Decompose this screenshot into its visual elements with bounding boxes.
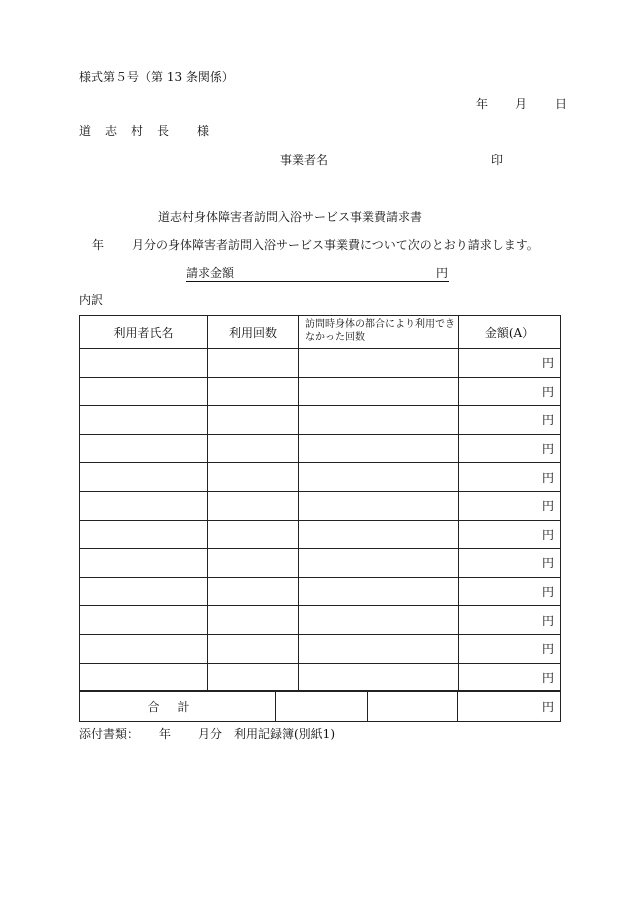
cell-unused-count[interactable] <box>299 406 459 435</box>
cell-amount-unit: 円 <box>459 577 561 606</box>
total-amount-unit: 円 <box>458 691 561 722</box>
cell-unused-count[interactable] <box>299 491 459 520</box>
table-row <box>80 606 561 635</box>
cell-usage-count[interactable] <box>208 663 299 692</box>
cell-amount-unit: 円 <box>459 377 561 406</box>
cell-unused-count[interactable] <box>299 634 459 663</box>
table-row <box>80 463 561 492</box>
cell-usage-count[interactable] <box>208 634 299 663</box>
table-row <box>80 520 561 549</box>
cell-usage-count[interactable] <box>208 606 299 635</box>
breakdown-table <box>79 315 561 692</box>
cell-user-name[interactable] <box>80 349 208 378</box>
table-row <box>80 434 561 463</box>
addressee-name: 道志村長 <box>79 124 184 138</box>
claim-amount-unit: 円 <box>436 266 449 280</box>
cell-usage-count[interactable] <box>208 463 299 492</box>
total-table <box>79 690 561 722</box>
form-number: 様式第５号（第 13 条関係） <box>79 70 234 84</box>
cell-user-name[interactable] <box>80 577 208 606</box>
cell-unused-count[interactable] <box>299 663 459 692</box>
cell-unused-count[interactable] <box>299 577 459 606</box>
attachments-year: 年 <box>159 727 172 741</box>
cell-user-name[interactable] <box>80 434 208 463</box>
total-row <box>80 691 561 722</box>
cell-unused-count[interactable] <box>299 549 459 578</box>
cell-user-name[interactable] <box>80 606 208 635</box>
cell-unused-count[interactable] <box>299 606 459 635</box>
date-month-label: 月 <box>515 97 528 111</box>
cell-usage-count[interactable] <box>208 434 299 463</box>
cell-user-name[interactable] <box>80 634 208 663</box>
cell-amount-unit: 円 <box>459 663 561 692</box>
cell-usage-count[interactable] <box>208 377 299 406</box>
cell-amount-unit: 円 <box>459 349 561 378</box>
cell-user-name[interactable] <box>80 663 208 692</box>
table-header-row <box>80 316 561 349</box>
table-row <box>80 377 561 406</box>
cell-unused-count[interactable] <box>299 463 459 492</box>
cell-usage-count[interactable] <box>208 491 299 520</box>
cell-usage-count[interactable] <box>208 549 299 578</box>
table-row <box>80 349 561 378</box>
cell-usage-count[interactable] <box>208 520 299 549</box>
cell-user-name[interactable] <box>80 406 208 435</box>
cell-user-name[interactable] <box>80 520 208 549</box>
cell-amount-unit: 円 <box>459 520 561 549</box>
table-row <box>80 491 561 520</box>
addressee-honorific: 様 <box>197 124 210 138</box>
total-usage-count[interactable] <box>276 691 368 722</box>
cell-usage-count[interactable] <box>208 406 299 435</box>
breakdown-label: 内訳 <box>79 293 104 307</box>
table-row <box>80 577 561 606</box>
cell-user-name[interactable] <box>80 549 208 578</box>
cell-amount-unit: 円 <box>459 434 561 463</box>
cell-unused-count[interactable] <box>299 377 459 406</box>
cell-user-name[interactable] <box>80 463 208 492</box>
total-label: 合計 <box>80 691 276 722</box>
document-title: 道志村身体障害者訪問入浴サービス事業費請求書 <box>158 210 423 224</box>
date-day-label: 日 <box>555 97 568 111</box>
header-amount: 金額(A） <box>459 316 561 349</box>
table-row <box>80 406 561 435</box>
table-row <box>80 634 561 663</box>
header-user-name: 利用者氏名 <box>80 316 208 349</box>
cell-user-name[interactable] <box>80 491 208 520</box>
cell-amount-unit: 円 <box>459 606 561 635</box>
cell-amount-unit: 円 <box>459 634 561 663</box>
claim-amount-underline <box>186 281 449 282</box>
attachments-label: 添付書類： <box>79 727 140 741</box>
cell-usage-count[interactable] <box>208 577 299 606</box>
cell-amount-unit: 円 <box>459 463 561 492</box>
cell-unused-count[interactable] <box>299 349 459 378</box>
cell-user-name[interactable] <box>80 377 208 406</box>
header-unused-count: 訪問時身体の都合により利用できなかった回数 <box>299 316 459 349</box>
statement-text: 月分の身体障害者訪問入浴サービス事業費について次のとおり請求します。 <box>132 238 539 252</box>
cell-amount-unit: 円 <box>459 491 561 520</box>
total-unused-count[interactable] <box>368 691 458 722</box>
cell-usage-count[interactable] <box>208 349 299 378</box>
cell-amount-unit: 円 <box>459 549 561 578</box>
cell-unused-count[interactable] <box>299 520 459 549</box>
date-year-label: 年 <box>476 97 489 111</box>
claim-amount-label: 請求金額 <box>186 266 235 280</box>
header-usage-count: 利用回数 <box>208 316 299 349</box>
statement-year: 年 <box>92 238 105 252</box>
attachments-text: 月分 利用記録簿(別紙1) <box>198 727 335 741</box>
table-row <box>80 549 561 578</box>
business-operator-label: 事業者名 <box>280 153 329 167</box>
cell-amount-unit: 円 <box>459 406 561 435</box>
seal-label: 印 <box>491 153 504 167</box>
table-row <box>80 663 561 692</box>
cell-unused-count[interactable] <box>299 434 459 463</box>
